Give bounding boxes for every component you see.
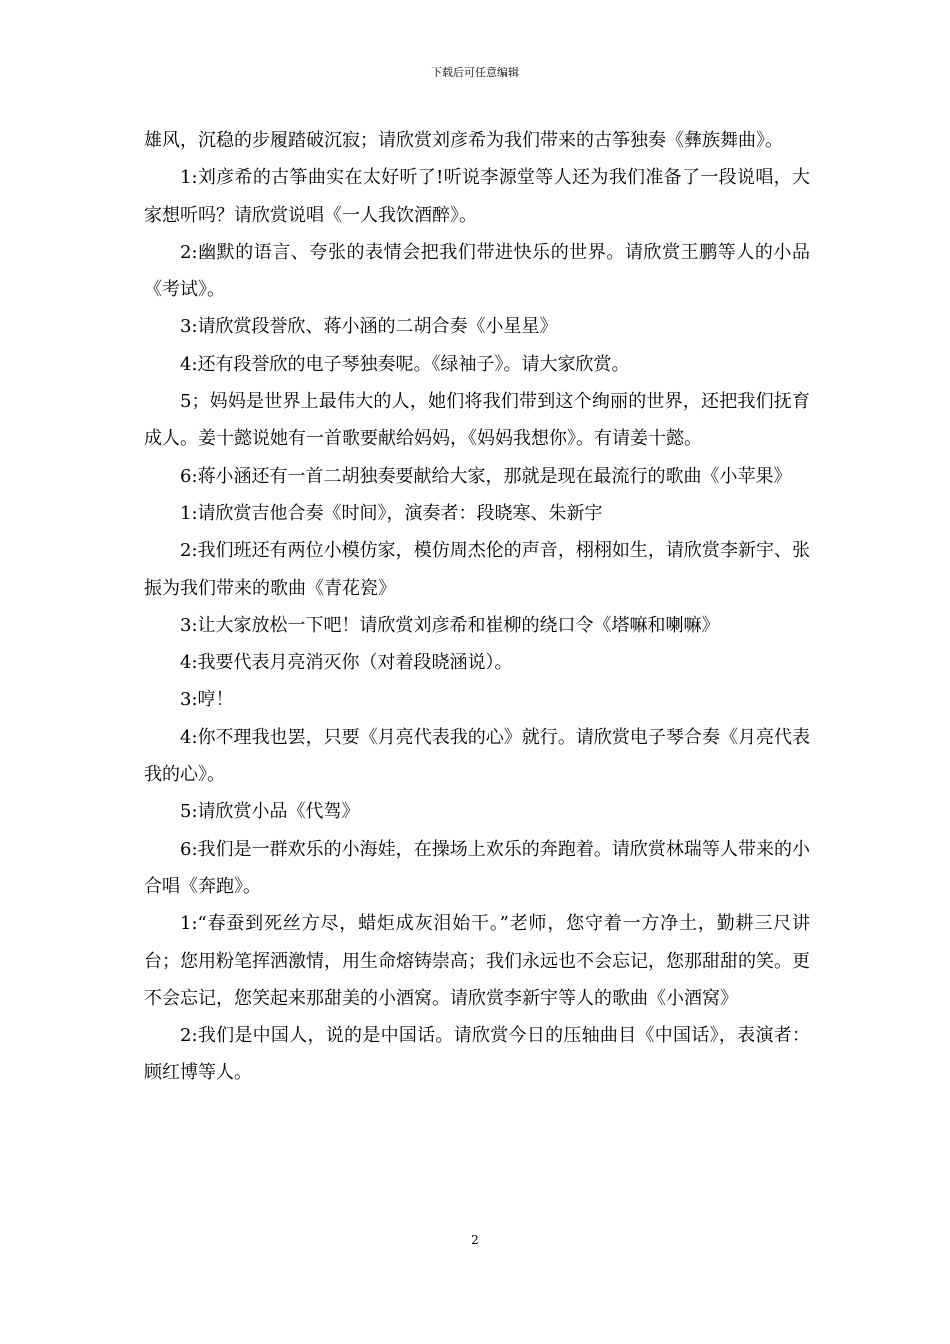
paragraph: 2:幽默的语言、夸张的表情会把我们带进快乐的世界。请欣赏王鹏等人的小品《考试》。	[144, 241, 810, 301]
paragraph: 1:刘彦希的古筝曲实在太好听了!听说李源堂等人还为我们准备了一段说唱，大家想听吗？请欣赏说唱《一人我饮酒醉》。	[144, 167, 810, 226]
page-number: 2	[471, 1233, 479, 1247]
paragraph: 6:我们是一群欢乐的小海娃，在操场上欢乐的奔跑着。请欣赏林瑞等人带来的小合唱《奔跑》。	[144, 838, 810, 897]
paragraph: 2:我们是中国人，说的是中国话。请欣赏今日的压轴曲目《中国话》，表演者：顾红博等人。	[144, 1025, 810, 1084]
page-header: 下载后可任意编辑	[431, 66, 519, 79]
paragraph: 4:我要代表月亮消灭你（对着段晓涵说）。	[180, 652, 513, 674]
paragraph: 4:还有段誉欣的电子琴独奏呢。《绿袖子》。请大家欣赏。	[180, 353, 630, 375]
paragraph: 5:请欣赏小品《代驾》	[180, 801, 360, 823]
paragraph: 2:我们班还有两位小模仿家，模仿周杰伦的声音，栩栩如生，请欣赏李新宇、张振为我们带来的歌曲《青花瓷》	[144, 540, 810, 599]
paragraph: 4:你不理我也罢，只要《月亮代表我的心》就行。请欣赏电子琴合奏《月亮代表我的心》。	[144, 726, 810, 786]
document-body	[144, 122, 810, 1092]
paragraph: 雄风，沉稳的步履踏破沉寂；请欣赏刘彦希为我们带来的古筝独奏《彝族舞曲》。	[144, 130, 783, 151]
paragraph: 5；妈妈是世界上最伟大的人，她们将我们带到这个绚丽的世界，还把我们抚育成人。姜十懿说她有一首歌要献给妈妈，《妈妈我想你》。有请姜十懿。	[144, 391, 810, 450]
paragraph: 1:“春蚕到死丝方尽，蜡炬成灰泪始干。”老师，您守着一方净土，勤耕三尺讲台；您用粉笔挥洒激情，用生命熔铸崇高；我们永远也不会忘记，您那甜甜的笑。更不会忘记，您笑起来那甜美的小酒窝。请欣赏李新宇等人的歌曲《小酒窝》	[144, 913, 810, 1009]
paragraph: 3:哼！	[180, 689, 234, 711]
paragraph: 6:蒋小涵还有一首二胡独奏要献给大家，那就是现在最流行的歌曲《小苹果》	[180, 465, 792, 487]
paragraph: 1:请欣赏吉他合奏《时间》，演奏者：段晓寒、朱新宇	[180, 502, 603, 524]
paragraph: 3:请欣赏段誉欣、蒋小涵的二胡合奏《小星星》	[180, 316, 558, 338]
paragraph: 3:让大家放松一下吧！请欣赏刘彦希和崔柳的绕口令《塔嘛和喇嘛》	[180, 614, 720, 636]
